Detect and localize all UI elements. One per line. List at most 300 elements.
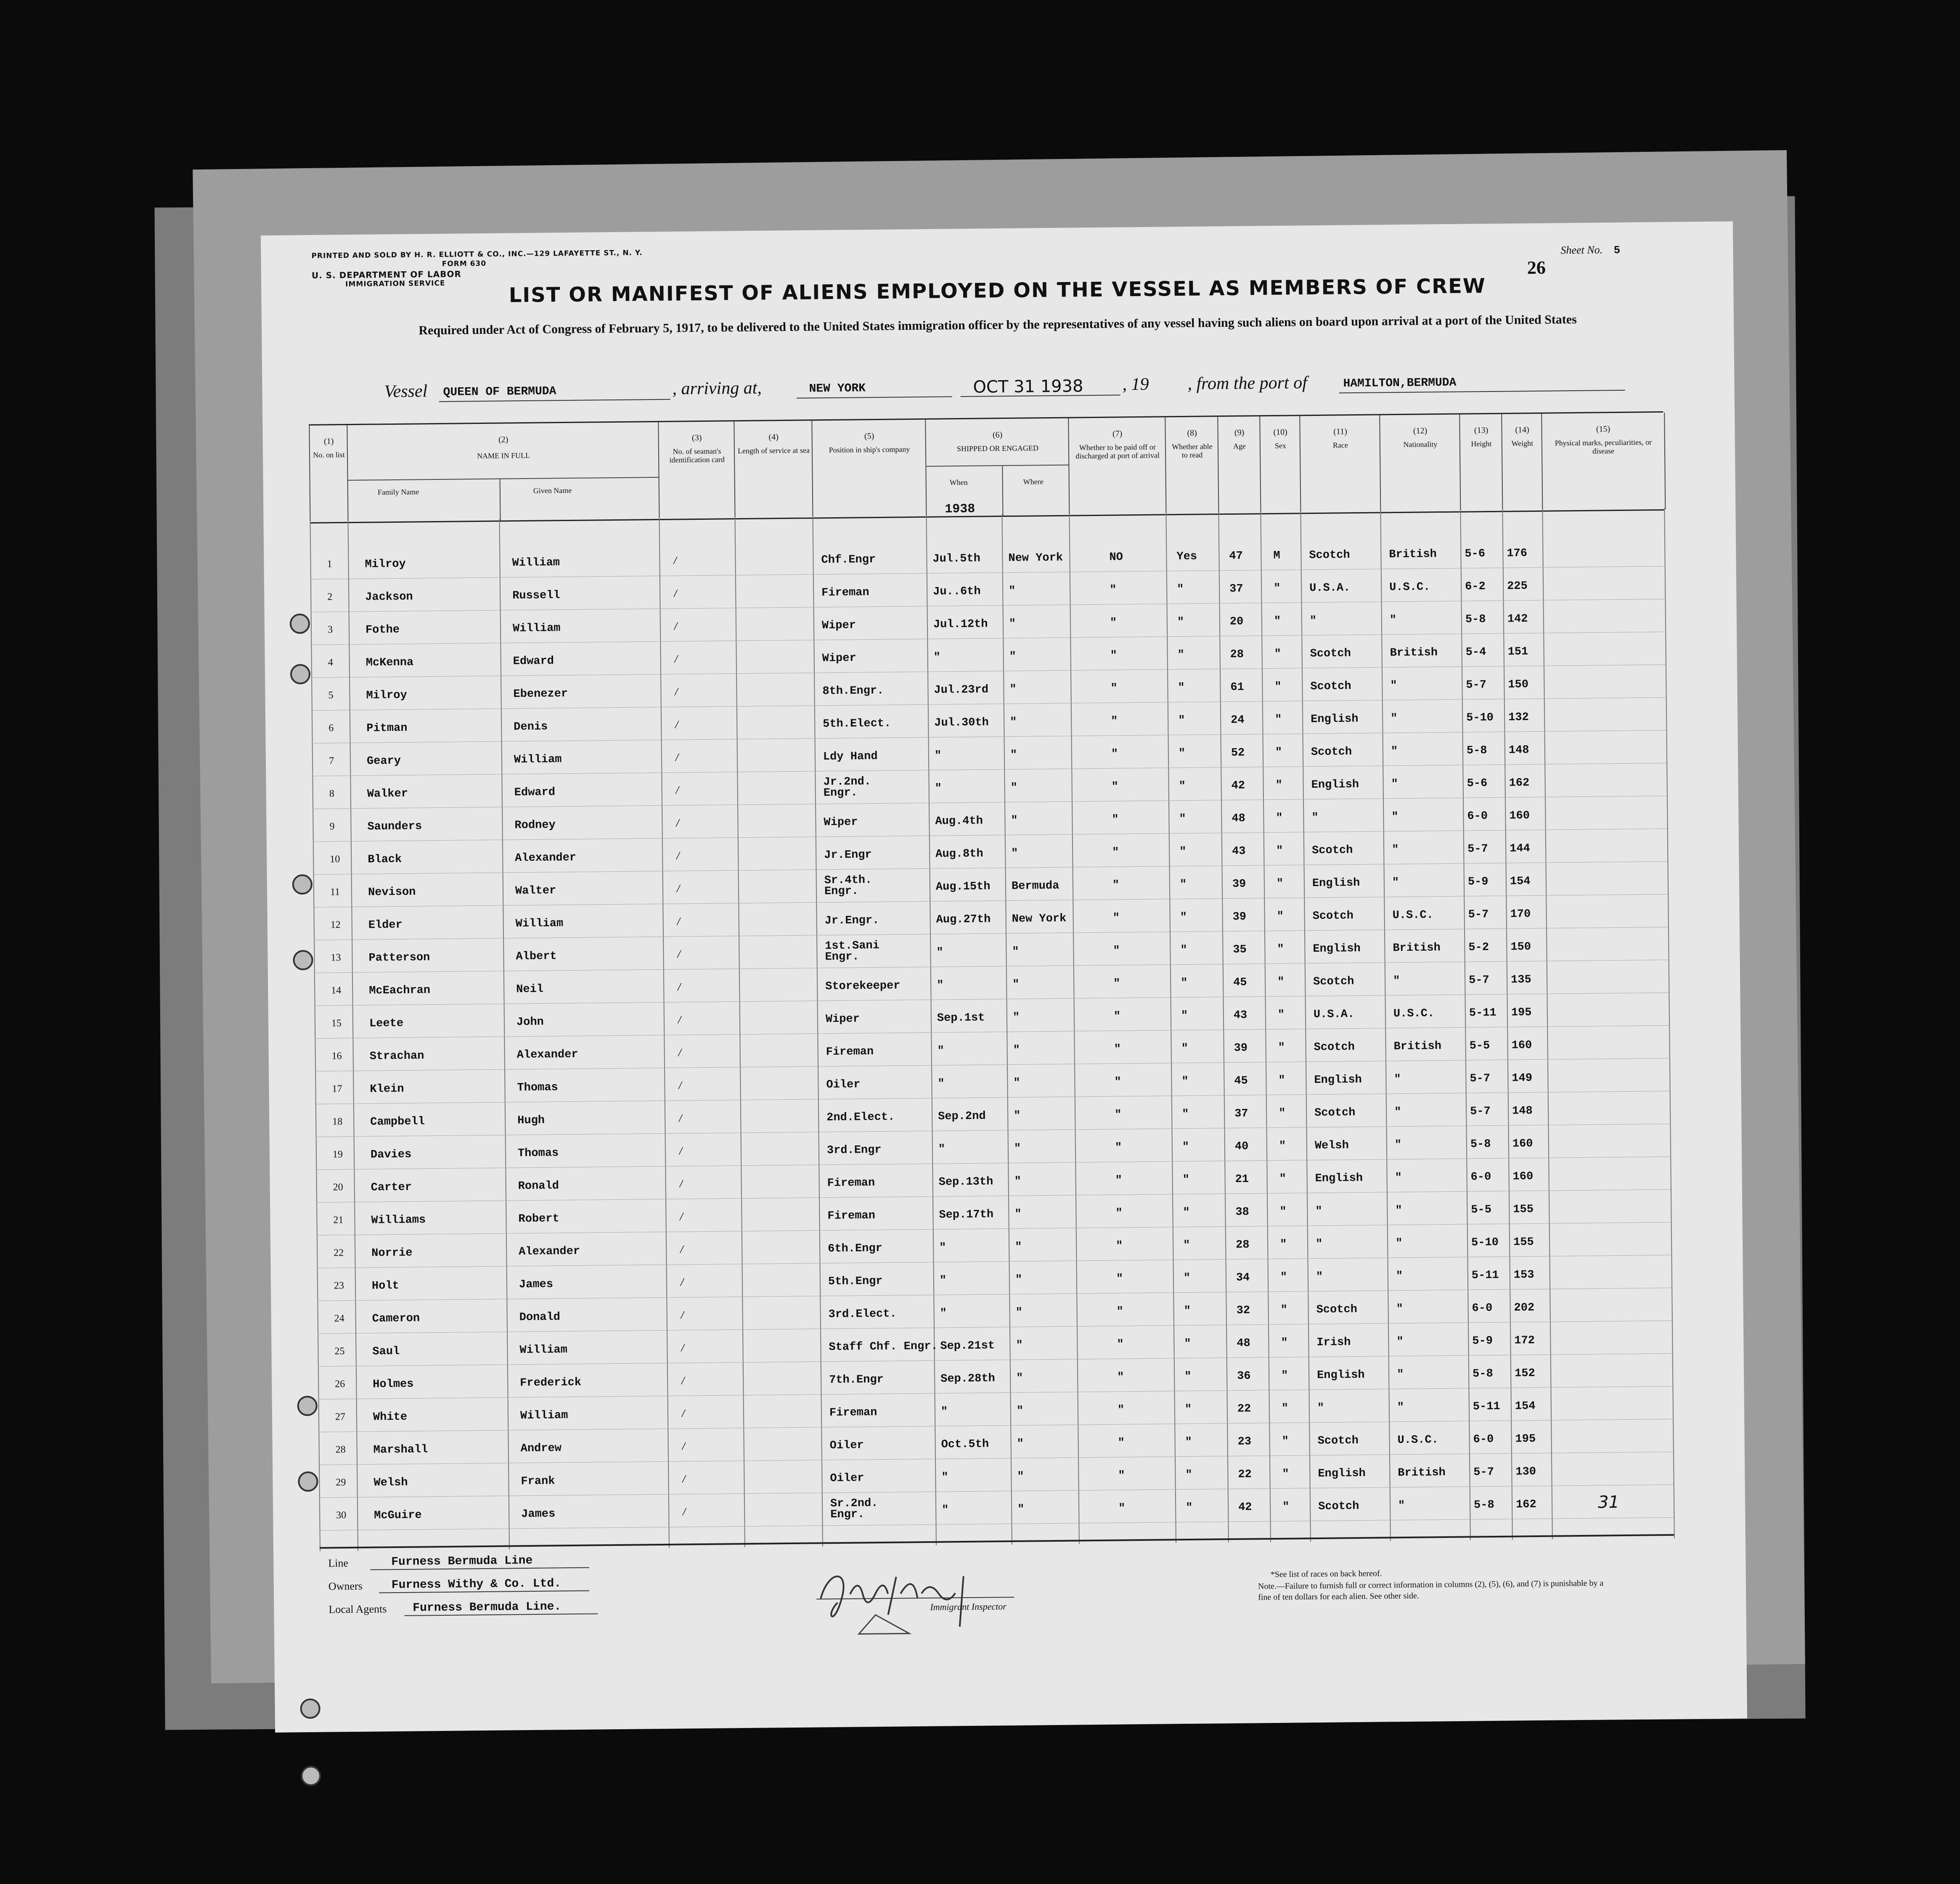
cell-paid: " <box>1110 617 1117 630</box>
cell-height: 6-0 <box>1472 1302 1493 1315</box>
cell-height: 5-7 <box>1467 843 1488 856</box>
cell-family: Black <box>368 853 402 866</box>
cell-sex: " <box>1275 779 1283 792</box>
cell-where: " <box>1015 1241 1022 1254</box>
cell-age: 23 <box>1237 1435 1252 1448</box>
id-card-check-mark: ⁄ <box>673 752 681 765</box>
cell-paid: " <box>1115 1174 1123 1187</box>
when-header: When <box>949 478 968 487</box>
cell-no: 23 <box>334 1280 344 1291</box>
cell-family: Geary <box>366 754 401 768</box>
cell-nat: " <box>1392 876 1399 889</box>
cell-given: Edward <box>513 655 554 668</box>
cell-family: Jackson <box>365 590 413 604</box>
cell-sex: " <box>1281 1402 1289 1415</box>
cell-paid: " <box>1113 977 1120 990</box>
cell-sex: " <box>1282 1500 1290 1514</box>
cell-sex: " <box>1277 943 1284 956</box>
cell-family: Campbell <box>370 1115 425 1129</box>
cell-nat: " <box>1395 1172 1402 1185</box>
cell-weight: 195 <box>1511 1006 1532 1019</box>
cell-position: Wiper <box>822 652 856 665</box>
cell-age: 21 <box>1235 1173 1249 1186</box>
cell-where: " <box>1016 1339 1023 1352</box>
cell-when: Sep.2nd <box>938 1110 986 1123</box>
cell-paid: " <box>1118 1469 1125 1482</box>
cell-read: " <box>1179 845 1187 859</box>
cell-given: Andrew <box>520 1442 562 1455</box>
id-card-check-mark: ⁄ <box>673 719 681 732</box>
cell-height: 5-7 <box>1468 974 1489 987</box>
cell-weight: 160 <box>1512 1170 1534 1183</box>
cell-family: Saul <box>372 1345 400 1358</box>
cell-where: Bermuda <box>1011 879 1059 893</box>
voyage-line <box>262 369 1692 402</box>
cell-no: 18 <box>332 1116 343 1127</box>
cell-given: Rodney <box>514 819 556 832</box>
cell-age: 28 <box>1230 648 1244 661</box>
cell-weight: 176 <box>1507 547 1528 560</box>
cell-height: 5-7 <box>1470 1105 1491 1118</box>
cell-sex: " <box>1274 648 1282 661</box>
cell-sex: " <box>1275 713 1282 726</box>
document-title: LIST OR MANIFEST OF ALIENS EMPLOYED ON THE VESSEL AS MEMBERS OF CREW <box>509 274 1486 307</box>
cell-read: " <box>1185 1469 1192 1482</box>
cell-given: John <box>516 1016 544 1029</box>
cell-age: 48 <box>1237 1337 1250 1350</box>
cell-position: Wiper <box>824 816 858 829</box>
cell-race: English <box>1314 1073 1362 1087</box>
cell-family: Norrie <box>371 1246 413 1260</box>
cell-when: " <box>935 782 942 795</box>
cell-position: Fireman <box>826 1045 874 1059</box>
cell-read: " <box>1183 1239 1190 1252</box>
cell-nat: British <box>1393 942 1441 955</box>
cell-when: Aug.27th <box>936 913 991 926</box>
cell-when: Jul.23rd <box>934 683 989 697</box>
binder-hole <box>297 1396 317 1416</box>
line-value: Furness Bermuda Line <box>391 1554 533 1569</box>
printer-line: PRINTED AND SOLD BY H. R. ELLIOTT & CO., INC.—129 LAFAYETTE ST., N. Y. <box>311 249 643 260</box>
cell-family: Milroy <box>366 689 407 702</box>
cell-paid: " <box>1111 715 1118 728</box>
cell-position: Staff Chf. Engr. <box>829 1340 938 1354</box>
cell-race: " <box>1317 1402 1324 1415</box>
cell-nat: " <box>1393 975 1400 988</box>
cell-where: " <box>1014 1109 1021 1122</box>
cell-nat: " <box>1396 1270 1403 1283</box>
cell-sex: " <box>1281 1336 1288 1349</box>
cell-race: Scotch <box>1313 975 1354 989</box>
cell-age: 43 <box>1233 1009 1248 1022</box>
cell-read: " <box>1183 1272 1191 1285</box>
cell-weight: 154 <box>1515 1400 1536 1413</box>
cell-sex: " <box>1280 1271 1287 1284</box>
cell-weight: 225 <box>1507 580 1528 593</box>
cell-when: " <box>941 1471 948 1484</box>
penalty-note: Note.—Failure to furnish full or correct information in columns (2), (5), (6), and (7) is punishable by a fine of ten dollars for each alien. See other side. <box>1258 1578 1604 1602</box>
cell-where: " <box>1012 978 1020 991</box>
id-card-check-mark: ⁄ <box>673 654 680 667</box>
cell-when: " <box>939 1241 946 1254</box>
cell-when: Sep.17th <box>939 1208 994 1222</box>
cell-nat: " <box>1391 745 1398 758</box>
cell-height: 5-7 <box>1473 1466 1494 1479</box>
cell-given: Albert <box>516 950 557 963</box>
col-header-2: (2) NAME IN FULL Family Name Given Name <box>347 422 660 522</box>
cell-position: Jr.Engr <box>824 849 872 862</box>
cell-position: 5th.Engr <box>828 1275 883 1289</box>
id-card-check-mark: ⁄ <box>672 555 679 568</box>
agents-label: Local Agents <box>328 1603 387 1616</box>
cell-where: " <box>1010 781 1018 794</box>
id-card-check-mark: ⁄ <box>674 785 681 798</box>
cell-age: 42 <box>1238 1501 1252 1514</box>
cell-read: " <box>1179 812 1186 826</box>
cell-given: William <box>514 753 562 767</box>
cell-paid: " <box>1113 1010 1121 1023</box>
id-card-check-mark: ⁄ <box>673 686 680 699</box>
cell-given: James <box>521 1508 556 1521</box>
cell-nat: " <box>1390 680 1397 693</box>
arriving-underline <box>797 396 952 399</box>
cell-family: Cameron <box>372 1312 420 1326</box>
cell-weight: 160 <box>1511 1039 1532 1052</box>
id-card-check-mark: ⁄ <box>677 1146 685 1159</box>
cell-age: 39 <box>1232 910 1247 923</box>
cell-height: 5-9 <box>1467 876 1489 889</box>
col-header-6: (6) SHIPPED OR ENGAGED When Where <box>925 418 1070 516</box>
handwritten-count: 31 <box>1597 1492 1620 1512</box>
cell-age: 32 <box>1236 1304 1250 1317</box>
col-header-9: (9) Age <box>1217 416 1261 513</box>
cell-read: " <box>1179 780 1186 793</box>
cell-height: 5-8 <box>1473 1498 1494 1512</box>
id-card-check-mark: ⁄ <box>672 588 679 601</box>
vessel-label: Vessel <box>384 381 428 402</box>
cell-where: " <box>1009 585 1016 598</box>
cell-sex: " <box>1282 1435 1289 1448</box>
cell-race: Welsh <box>1314 1139 1349 1153</box>
cell-family: Davies <box>370 1148 412 1162</box>
cell-weight: 195 <box>1515 1433 1536 1446</box>
cell-race: Scotch <box>1312 910 1354 923</box>
cell-no: 5 <box>328 690 334 701</box>
cell-position: 7th.Engr <box>829 1373 884 1387</box>
cell-no: 9 <box>329 821 335 832</box>
cell-family: Leete <box>369 1017 404 1030</box>
col-header-3: (3) No. of seaman's identification card <box>658 421 735 519</box>
cell-age: 45 <box>1234 1074 1248 1088</box>
cell-paid: " <box>1110 682 1118 695</box>
col-header-7: (7) Whether to be paid off or discharged at port of arrival <box>1068 417 1166 515</box>
cell-weight: 202 <box>1514 1302 1535 1315</box>
cell-height: 5-10 <box>1466 711 1494 725</box>
cell-read: " <box>1179 878 1187 892</box>
cell-paid: " <box>1112 846 1119 859</box>
cell-read: " <box>1178 714 1185 728</box>
cell-position: 6th.Engr <box>828 1242 882 1256</box>
cell-where: " <box>1017 1437 1024 1450</box>
cell-no: 16 <box>331 1050 342 1062</box>
form-number: FORM 630 <box>442 259 487 268</box>
cell-sex: M <box>1273 549 1280 562</box>
cell-race: English <box>1311 713 1359 726</box>
cell-age: 52 <box>1231 746 1245 759</box>
binder-hole <box>293 950 313 970</box>
cell-paid: NO <box>1109 551 1123 564</box>
cell-sex: " <box>1275 746 1282 759</box>
cell-sex: " <box>1278 1041 1285 1054</box>
cell-when: " <box>936 946 943 959</box>
owners-value: Furness Withy & Co. Ltd. <box>391 1577 562 1592</box>
agents-value: Furness Bermuda Line. <box>413 1600 562 1615</box>
cell-race: English <box>1316 1368 1365 1382</box>
cell-race: Scotch <box>1310 680 1351 693</box>
cell-race: " <box>1311 811 1319 825</box>
cell-family: Holmes <box>373 1378 414 1391</box>
cell-paid: " <box>1113 945 1120 958</box>
cell-given: Alexander <box>519 1245 580 1259</box>
owners-label: Owners <box>328 1580 363 1593</box>
department: U. S. DEPARTMENT OF LABOR <box>311 269 461 280</box>
cell-read: " <box>1186 1501 1193 1515</box>
cell-race: Scotch <box>1316 1303 1357 1317</box>
cell-where: " <box>1013 1077 1020 1090</box>
cell-nat: U.S.C. <box>1393 1007 1435 1021</box>
cell-no: 24 <box>334 1313 344 1324</box>
cell-where: " <box>1010 716 1017 729</box>
cell-position: Fireman <box>829 1406 877 1420</box>
page-number: 26 <box>1527 257 1546 278</box>
cell-age: 36 <box>1237 1370 1251 1383</box>
races-note: *See list of races on back hereof. <box>1270 1569 1382 1580</box>
id-card-check-mark: ⁄ <box>681 1506 688 1519</box>
cell-where: " <box>1013 1044 1020 1057</box>
cell-nat: " <box>1395 1204 1402 1217</box>
cell-height: 5-6 <box>1467 777 1488 790</box>
cell-sex: " <box>1280 1238 1287 1251</box>
cell-no: 17 <box>332 1083 342 1095</box>
cell-age: 20 <box>1229 615 1244 628</box>
cell-age: 34 <box>1236 1271 1250 1284</box>
cell-sex: " <box>1282 1468 1289 1481</box>
cell-age: 42 <box>1231 779 1245 792</box>
cell-no: 22 <box>334 1247 344 1259</box>
cell-family: McKenna <box>366 656 414 669</box>
cell-position: Chf.Engr <box>821 553 876 567</box>
cell-age: 28 <box>1236 1238 1250 1252</box>
col-header-12: (12) Nationality <box>1379 415 1461 512</box>
cell-weight: 130 <box>1515 1466 1536 1479</box>
cell-read: " <box>1180 944 1187 957</box>
binder-hole <box>290 614 310 634</box>
cell-where: " <box>1014 1142 1021 1155</box>
cell-given: William <box>520 1409 568 1423</box>
cell-read: " <box>1181 1009 1188 1023</box>
cell-given: Russell <box>512 589 560 603</box>
cell-age: 48 <box>1232 812 1245 825</box>
cell-height: 6-2 <box>1465 580 1486 593</box>
cell-family: Williams <box>371 1214 426 1227</box>
cell-paid: " <box>1111 748 1118 761</box>
cell-family: Klein <box>370 1082 404 1096</box>
from-port: HAMILTON,BERMUDA <box>1343 376 1457 391</box>
cell-position: Storekeeper <box>825 979 901 993</box>
cell-paid: " <box>1110 649 1118 662</box>
cell-read: " <box>1181 1075 1189 1088</box>
cell-read: " <box>1183 1206 1190 1220</box>
cell-position: Wiper <box>821 619 856 632</box>
cell-family: Welsh <box>373 1476 408 1490</box>
cell-read: " <box>1177 616 1184 629</box>
cell-sex: " <box>1277 1008 1285 1021</box>
cell-no: 3 <box>327 624 333 635</box>
cell-height: 5-11 <box>1473 1400 1500 1413</box>
cell-height: 5-8 <box>1470 1138 1491 1151</box>
cell-paid: " <box>1112 879 1120 892</box>
id-card-check-mark: ⁄ <box>675 949 683 962</box>
arriving-label: , arriving at, <box>672 378 762 399</box>
where-header: Where <box>1023 477 1044 486</box>
cell-family: White <box>373 1410 408 1424</box>
footer <box>320 1534 1676 1717</box>
cell-nat: " <box>1391 712 1398 725</box>
cell-weight: 170 <box>1510 908 1531 921</box>
cell-race: Scotch <box>1309 549 1350 562</box>
cell-position: 8th.Engr. <box>822 684 884 698</box>
cell-position: Sr.2nd. Engr. <box>830 1497 878 1521</box>
cell-sex: " <box>1276 844 1283 857</box>
cell-where: " <box>1014 1208 1022 1221</box>
cell-read: " <box>1184 1337 1191 1351</box>
cell-weight: 144 <box>1509 842 1530 855</box>
cell-age: 39 <box>1234 1042 1248 1055</box>
cell-read: " <box>1184 1403 1192 1416</box>
cell-weight: 148 <box>1508 744 1529 757</box>
cell-where: New York <box>1012 912 1067 926</box>
cell-sex: " <box>1274 680 1282 693</box>
id-card-check-mark: ⁄ <box>678 1277 686 1290</box>
cell-read: " <box>1182 1108 1189 1121</box>
cell-nat: " <box>1389 614 1397 627</box>
cell-position: Oiler <box>830 1472 864 1485</box>
cell-where: " <box>1011 847 1018 860</box>
cell-height: 5-5 <box>1471 1204 1492 1217</box>
cell-no: 14 <box>331 985 342 996</box>
cell-read: " <box>1184 1370 1192 1384</box>
cell-nat: " <box>1392 844 1399 857</box>
cell-position: 1st.Sani Engr. <box>825 939 880 964</box>
cell-family: Walker <box>367 787 408 801</box>
cell-weight: 162 <box>1509 777 1530 790</box>
cell-height: 5-7 <box>1468 908 1489 921</box>
cell-sex: " <box>1276 812 1283 825</box>
cell-read: " <box>1184 1305 1191 1318</box>
cell-family: Patterson <box>368 951 430 965</box>
id-card-check-mark: ⁄ <box>679 1310 686 1323</box>
cell-position: Fireman <box>827 1177 875 1190</box>
col-header-4: (4) Length of service at sea <box>734 421 813 518</box>
cell-family: Milroy <box>365 558 406 571</box>
cell-no: 30 <box>336 1510 347 1521</box>
cell-sex: " <box>1279 1140 1286 1153</box>
cell-when: " <box>934 749 942 762</box>
cell-read: Yes <box>1176 550 1197 564</box>
cell-nat: British <box>1389 548 1437 561</box>
cell-race: U.S.A. <box>1309 582 1351 595</box>
cell-read: " <box>1181 1042 1189 1056</box>
service: IMMIGRATION SERVICE <box>345 279 445 289</box>
col-header-11: (11) Race <box>1299 415 1381 513</box>
cell-nat: British <box>1390 646 1438 660</box>
cell-when: Sep.21st <box>940 1339 995 1353</box>
inspector-label: Immigrant Inspector <box>930 1601 1006 1612</box>
cell-paid: " <box>1115 1141 1122 1154</box>
cell-family: Elder <box>368 918 403 932</box>
vessel-underline <box>439 399 670 402</box>
cell-height: 6-0 <box>1470 1171 1491 1184</box>
cell-when: Ju..6th <box>933 585 981 598</box>
cell-weight: 153 <box>1513 1269 1534 1282</box>
cell-when: Jul.5th <box>932 552 981 566</box>
cell-given: William <box>519 1344 568 1357</box>
cell-given: William <box>512 622 561 635</box>
cell-family: Strachan <box>369 1050 424 1063</box>
given-name-header: Given Name <box>533 486 572 495</box>
cell-given: Hugh <box>517 1114 545 1127</box>
cell-race: Scotch <box>1311 746 1352 759</box>
sheet-number <box>1560 243 1620 257</box>
cell-race: English <box>1313 942 1361 956</box>
cell-sex: " <box>1278 1074 1285 1087</box>
id-card-check-mark: ⁄ <box>676 982 683 995</box>
cell-no: 26 <box>335 1379 345 1390</box>
id-card-check-mark: ⁄ <box>679 1342 686 1355</box>
cell-race: Scotch <box>1314 1041 1355 1054</box>
col-header-5: (5) Position in ship's company <box>811 420 927 518</box>
id-card-check-mark: ⁄ <box>677 1080 684 1093</box>
cell-sex: " <box>1279 1107 1286 1120</box>
cell-given: Frank <box>521 1475 555 1488</box>
cell-race: " <box>1309 614 1317 628</box>
col-header-15: (15) Physical marks, peculiarities, or disease <box>1541 413 1666 511</box>
cell-where: " <box>1010 749 1017 762</box>
cell-where: " <box>1009 617 1016 630</box>
id-card-check-mark: ⁄ <box>680 1375 687 1388</box>
cell-family: Holt <box>371 1279 399 1293</box>
id-card-check-mark: ⁄ <box>675 916 683 929</box>
cell-given: William <box>515 917 564 931</box>
cell-where: " <box>1015 1273 1022 1286</box>
cell-position: Fireman <box>821 586 869 600</box>
cell-nat: U.S.C. <box>1397 1434 1438 1447</box>
cell-no: 12 <box>330 919 341 931</box>
cell-weight: 150 <box>1510 941 1531 954</box>
cell-family: Carter <box>371 1181 412 1194</box>
family-name-header: Family Name <box>377 487 419 497</box>
cell-read: " <box>1177 648 1185 662</box>
cell-where: " <box>1016 1405 1024 1418</box>
cell-position: Jr.Engr. <box>824 914 879 928</box>
cell-when: Aug.4th <box>935 815 983 828</box>
cell-height: 5-6 <box>1465 548 1486 561</box>
from-port-label: , from the port of <box>1187 373 1307 394</box>
cell-race: English <box>1312 876 1360 890</box>
cell-race: Scotch <box>1310 647 1351 661</box>
cell-when: " <box>937 1045 945 1058</box>
cell-race: Scotch <box>1314 1106 1356 1120</box>
